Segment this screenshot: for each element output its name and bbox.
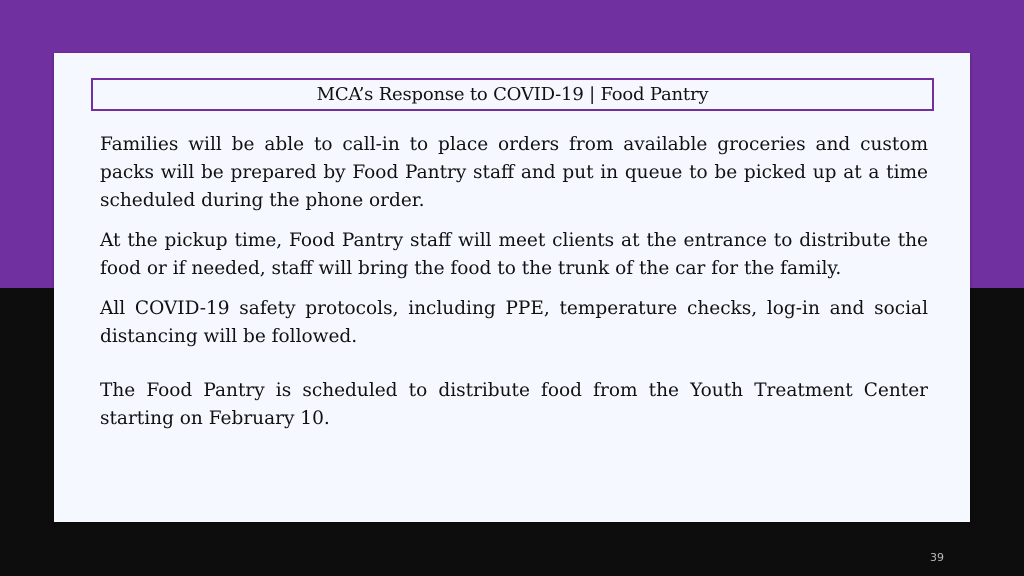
paragraph-schedule: The Food Pantry is scheduled to distribute food from the Youth Treatment Center starting on February 10. xyxy=(100,380,928,429)
paragraph-ordering: Families will be able to call-in to place orders from available groceries and custom packs will be prepared by Food Pantry staff and put in queue to be picked up at a time scheduled during the phone order. xyxy=(100,134,928,211)
slide-title: MCA’s Response to COVID-19 | Food Pantry xyxy=(91,78,934,111)
body-text xyxy=(100,131,928,445)
page-number: 39 xyxy=(930,551,944,564)
paragraph-safety: All COVID-19 safety protocols, including PPE, temperature checks, log-in and social distancing will be followed. xyxy=(100,298,928,347)
content-card xyxy=(54,53,970,522)
paragraph-pickup: At the pickup time, Food Pantry staff will meet clients at the entrance to distribute the food or if needed, staff will bring the food to the trunk of the car for the family. xyxy=(100,230,928,279)
